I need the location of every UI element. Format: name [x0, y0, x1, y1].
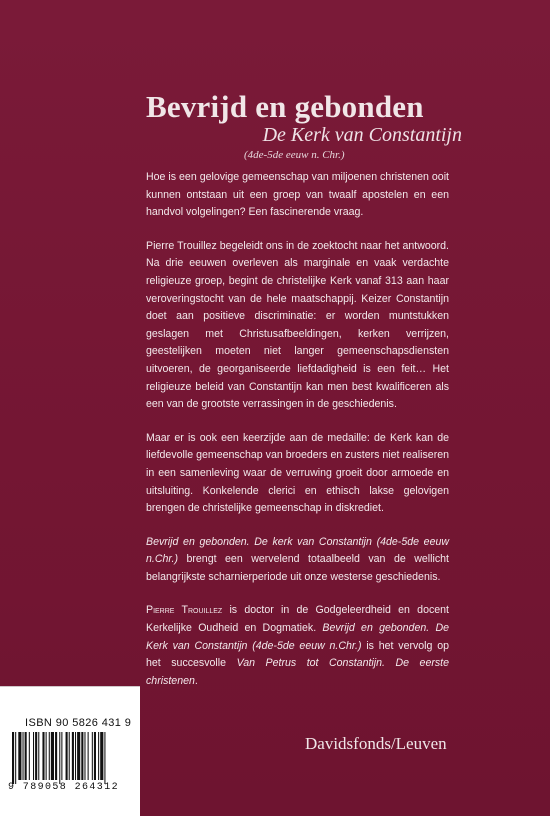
paragraph-2: Pierre Trouillez begeleidt ons in de zoektocht naar het antwoord. Na drie eeuwen overleven als marginale en vaak verdachte religieuze groep, begint de christelijke Kerk vanaf 313 aan haar veroveringstocht van de hele maatschappij. Keizer Constantijn doet aan positieve discriminatie: er worden muntstukken geslagen met Christusafbeeldingen, kerken verrijzen, geestelijken moeten niet langer gemeenschapsdiensten uitvoeren, de georganiseerde liefdadigheid is een feit… Het religieuze beleid van Constantijn kan men best kwalificeren als een van de grootste verrassingen in de geschiedenis. [146, 239, 449, 411]
author-bio-text-b: is het vervolg op het succesvolle [146, 639, 449, 670]
author-bio-text-a: is doctor in de Godgeleerdheid en docent Kerkelijke Oudheid en Dogmatiek. [146, 604, 449, 635]
paragraph-4 [146, 534, 449, 587]
author-bio-end: . [194, 674, 198, 687]
book-title-reference-2: Bevrijd en gebonden. De Kerk van Constantijn (4de-5de eeuw n.Chr.) [146, 622, 449, 652]
author-name: Pierre Trouillez [146, 604, 223, 617]
book-period: (4de-5de eeuw n. Chr.) [244, 149, 345, 161]
publisher-name: Davidsfonds/Leuven [305, 734, 447, 753]
barcode-icon [10, 732, 130, 784]
blurb-text [146, 169, 449, 706]
book-title-reference: Bevrijd en gebonden. De kerk van Constantijn (4de-5de eeuw n.Chr.) [146, 535, 449, 566]
previous-book-title: Van Petrus tot Constantijn. De eerste christenen [146, 657, 450, 687]
book-title: Bevrijd en gebonden [146, 89, 424, 124]
author-bio [146, 602, 449, 690]
book-subtitle: De Kerk van Constantijn [262, 124, 462, 146]
paragraph-1: Hoe is een gelovige gemeenschap van miljoenen christenen ooit kunnen ontstaan uit een groep van twaalf apostelen en een handvol volgelingen? Een fascinerende vraag. [146, 171, 449, 219]
ean-digits: 9 789058 264312 [8, 782, 120, 793]
paragraph-4-text: brengt een wervelend totaalbeeld van de wellicht belangrijkste scharnierperiode uit onze westerse geschiedenis. [146, 553, 449, 583]
title-block [146, 90, 476, 162]
paragraph-3: Maar er is ook een keerzijde aan de medaille: de Kerk kan de liefdevolle gemeenschap van broeders en zusters niet realiseren in een samenleving waar de verruwing groeit door armoede en uitsluiting. Konkelende clerici en ethisch lakse gelovigen brengen de christelijke gemeenschap in diskrediet. [146, 431, 449, 515]
isbn-label: ISBN 90 5826 431 9 [25, 717, 132, 729]
